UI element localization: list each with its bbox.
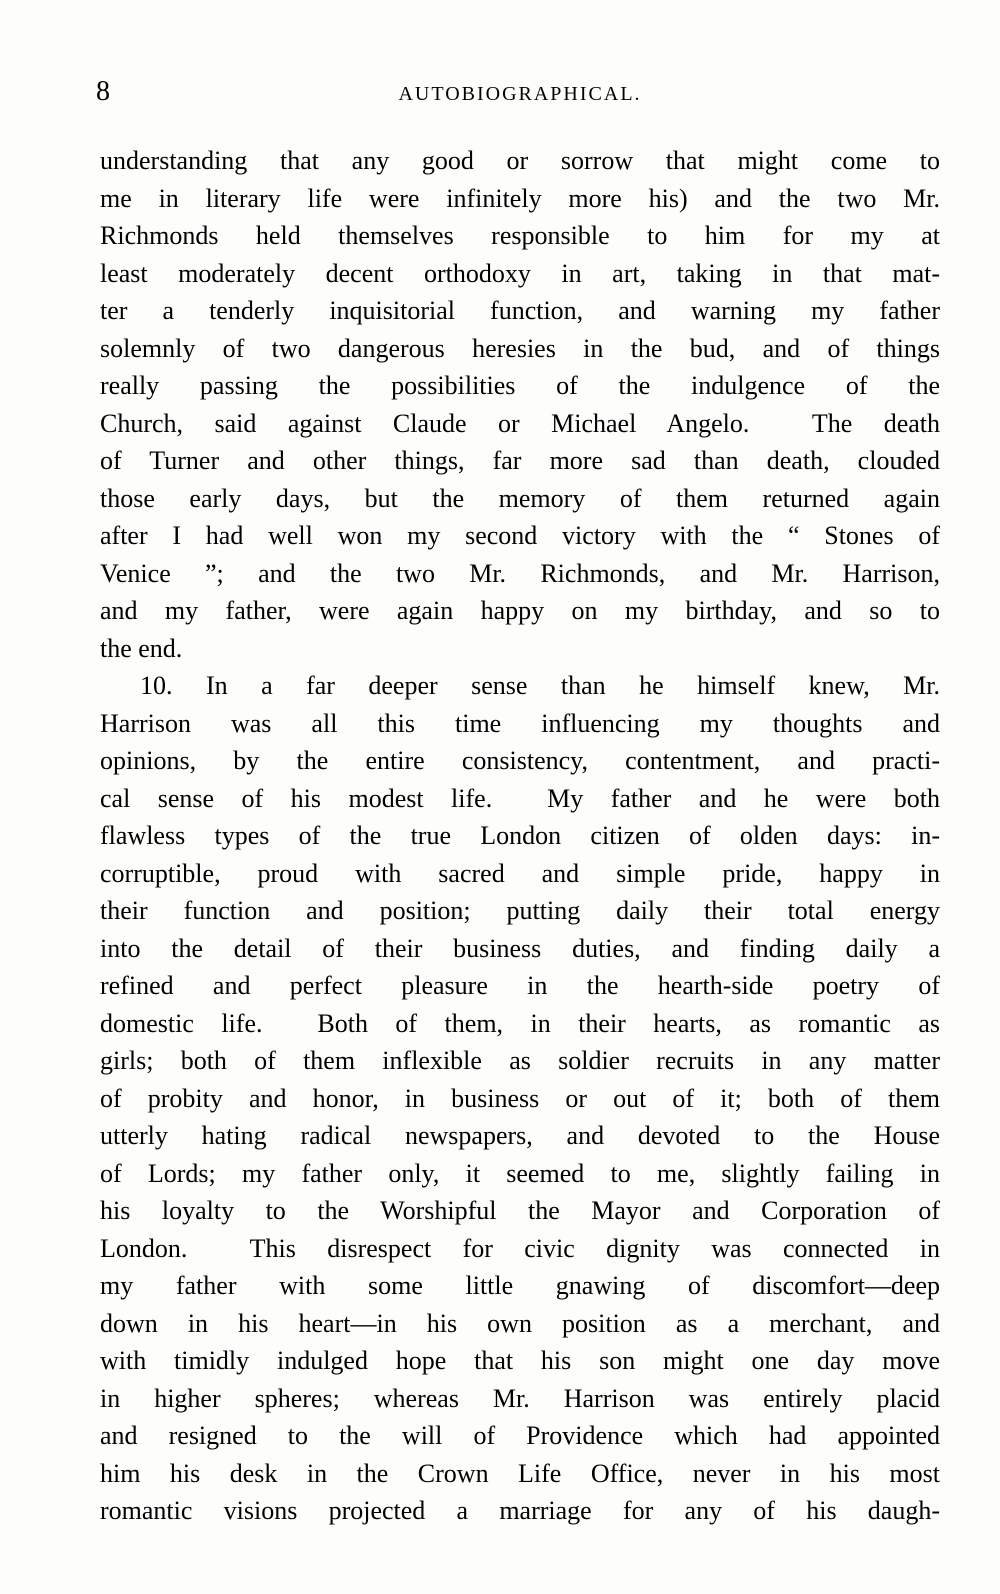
text-line: him his desk in the Crown Life Office, never in his most: [100, 1458, 940, 1488]
paragraph: [100, 142, 940, 667]
text-line: London. This disrespect for civic dignity was connected in: [100, 1233, 940, 1263]
running-header: AUTOBIOGRAPHICAL.: [398, 83, 642, 105]
text-line: the end.: [100, 633, 183, 663]
page-number: 8: [96, 76, 110, 107]
text-line: Harrison was all this time influencing my thoughts and: [100, 708, 940, 738]
text-line: opinions, by the entire consistency, contentment, and practi-: [100, 746, 940, 775]
text-line: understanding that any good or sorrow that might come to: [100, 146, 940, 175]
text-line: Church, said against Claude or Michael Angelo. The death: [100, 408, 940, 438]
text-line: cal sense of his modest life. My father and he were both: [100, 783, 940, 813]
text-line: those early days, but the memory of them returned again: [100, 483, 940, 513]
text-line: me in literary life were infinitely more his) and the two Mr.: [100, 183, 940, 213]
text-line: of Turner and other things, far more sad than death, clouded: [100, 446, 940, 475]
text-line: Richmonds held themselves responsible to him for my at: [100, 221, 940, 250]
page-header-row: [96, 72, 940, 107]
text-block: [100, 142, 940, 1530]
text-line: flawless types of the true London citizen of olden days: in-: [100, 821, 940, 850]
text-line: and resigned to the will of Providence which had appointed: [100, 1421, 940, 1450]
text-line: of probity and honor, in business or out of it; both of them: [100, 1083, 940, 1113]
text-line: least moderately decent orthodoxy in art, taking in that mat-: [100, 258, 940, 288]
text-line: solemnly of two dangerous heresies in the bud, and of things: [100, 333, 940, 363]
text-line: 10. In a far deeper sense than he himself knew, Mr.: [140, 671, 940, 700]
text-line: with timidly indulged hope that his son might one day move: [100, 1346, 940, 1375]
text-line: their function and position; putting daily their total energy: [100, 896, 940, 925]
text-line: utterly hating radical newspapers, and devoted to the House: [100, 1121, 940, 1150]
text-line: his loyalty to the Worshipful the Mayor and Corporation of: [100, 1196, 940, 1225]
text-line: domestic life. Both of them, in their hearts, as romantic as: [100, 1008, 940, 1038]
text-line: of Lords; my father only, it seemed to me, slightly failing in: [100, 1158, 940, 1188]
text-line: girls; both of them inflexible as soldier recruits in any matter: [100, 1046, 940, 1075]
text-line: romantic visions projected a marriage for any of his daugh-: [100, 1496, 940, 1525]
text-line: corruptible, proud with sacred and simple pride, happy in: [100, 858, 940, 888]
text-line: and my father, were again happy on my birthday, and so to: [100, 596, 940, 625]
text-line: after I had well won my second victory with the “ Stones of: [100, 521, 940, 550]
text-line: really passing the possibilities of the indulgence of the: [100, 371, 940, 400]
text-line: into the detail of their business duties, and finding daily a: [100, 933, 940, 963]
text-line: in higher spheres; whereas Mr. Harrison was entirely placid: [100, 1383, 940, 1413]
text-line: refined and perfect pleasure in the hearth-side poetry of: [100, 971, 940, 1000]
text-line: ter a tenderly inquisitorial function, and warning my father: [100, 296, 940, 325]
text-line: Venice ”; and the two Mr. Richmonds, and Mr. Harrison,: [100, 558, 940, 588]
paragraph: [100, 667, 940, 1530]
text-line: down in his heart—in his own position as a merchant, and: [100, 1308, 940, 1338]
text-line: my father with some little gnawing of discomfort—deep: [100, 1271, 940, 1300]
